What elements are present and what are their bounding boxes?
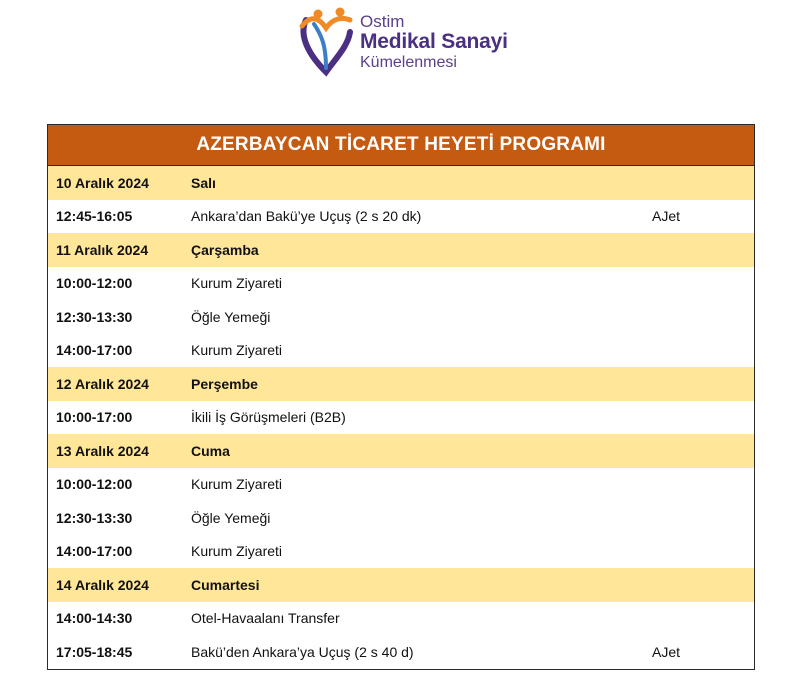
time-range: 12:45-16:05 xyxy=(56,208,133,225)
activity: Öğle Yemeği xyxy=(191,509,271,526)
logo-line-2: Medikal Sanayi xyxy=(360,30,508,53)
schedule-row xyxy=(48,401,754,435)
ostim-logo xyxy=(296,6,516,78)
day-date: 14 Aralık 2024 xyxy=(56,576,149,593)
day-header-row xyxy=(48,568,754,602)
day-date: 12 Aralık 2024 xyxy=(56,375,149,392)
day-date: 11 Aralık 2024 xyxy=(56,241,149,258)
activity: Bakü’den Ankara’ya Uçuş (2 s 40 d) xyxy=(191,643,414,660)
schedule-row xyxy=(48,602,754,636)
activity: Öğle Yemeği xyxy=(191,308,271,325)
schedule-row xyxy=(48,635,754,669)
heart-people-icon xyxy=(296,6,360,78)
logo-line-3: Kümelenmesi xyxy=(360,54,457,71)
activity: Kurum Ziyareti xyxy=(191,543,283,560)
activity: Ankara’dan Bakü’ye Uçuş (2 s 20 dk) xyxy=(191,208,422,225)
program-title: AZERBAYCAN TİCARET HEYETİ PROGRAMI xyxy=(48,125,754,166)
schedule-row xyxy=(48,300,754,334)
time-range: 10:00-12:00 xyxy=(56,275,133,292)
day-date: 10 Aralık 2024 xyxy=(56,174,149,191)
schedule-row xyxy=(48,267,754,301)
time-range: 14:00-17:00 xyxy=(56,543,133,560)
time-range: 14:00-14:30 xyxy=(56,610,133,627)
activity: Kurum Ziyareti xyxy=(191,476,283,493)
schedule-row xyxy=(48,535,754,569)
schedule-row xyxy=(48,334,754,368)
time-range: 12:30-13:30 xyxy=(56,509,133,526)
program-table xyxy=(47,124,755,670)
day-name: Cuma xyxy=(191,442,230,459)
day-name: Perşembe xyxy=(191,375,258,392)
day-header-row xyxy=(48,367,754,401)
carrier: AJet xyxy=(652,208,681,225)
activity: Kurum Ziyareti xyxy=(191,275,283,292)
schedule-row xyxy=(48,501,754,535)
time-range: 10:00-12:00 xyxy=(56,476,133,493)
day-name: Salı xyxy=(191,174,216,191)
time-range: 10:00-17:00 xyxy=(56,409,133,426)
logo-line-1: Ostim xyxy=(360,12,405,31)
time-range: 17:05-18:45 xyxy=(56,643,133,660)
day-header-row xyxy=(48,166,754,200)
activity: İkili İş Görüşmeleri (B2B) xyxy=(191,409,346,426)
day-header-row xyxy=(48,434,754,468)
day-header-row xyxy=(48,233,754,267)
day-name: Çarşamba xyxy=(191,241,259,258)
carrier: AJet xyxy=(652,643,681,660)
schedule-row xyxy=(48,468,754,502)
time-range: 12:30-13:30 xyxy=(56,308,133,325)
day-name: Cumartesi xyxy=(191,576,260,593)
program-rows xyxy=(48,166,754,669)
time-range: 14:00-17:00 xyxy=(56,342,133,359)
activity: Otel-Havaalanı Transfer xyxy=(191,610,340,627)
activity: Kurum Ziyareti xyxy=(191,342,283,359)
schedule-row xyxy=(48,200,754,234)
day-date: 13 Aralık 2024 xyxy=(56,442,149,459)
